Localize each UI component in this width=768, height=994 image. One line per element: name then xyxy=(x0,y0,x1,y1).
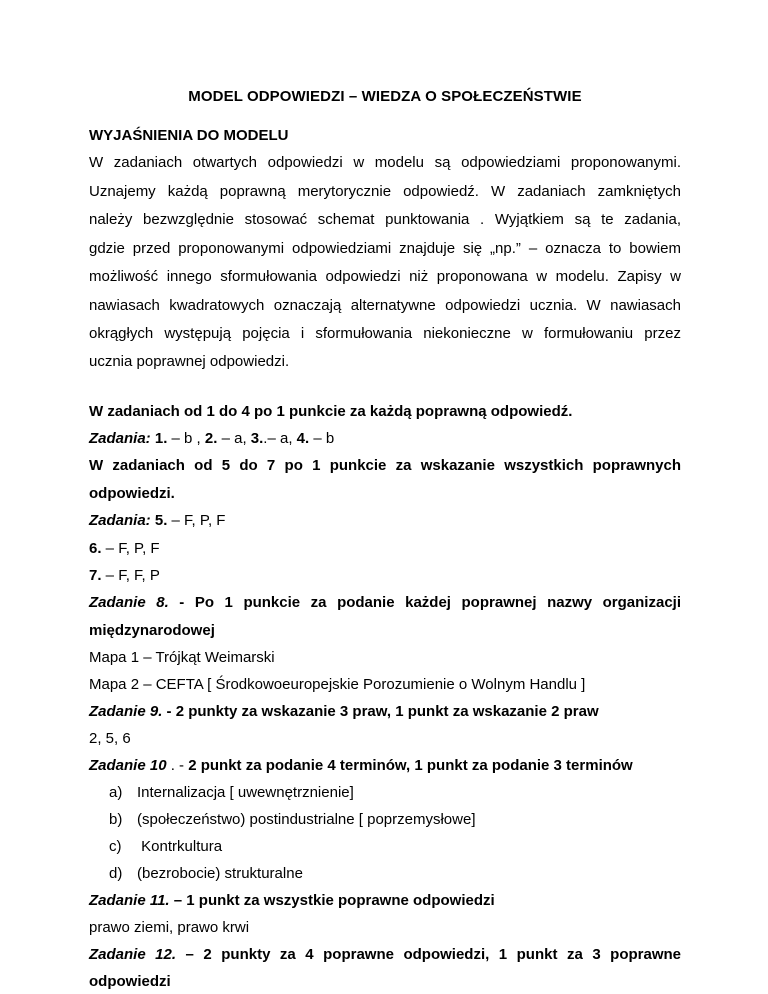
rule-tasks-5-7-cont: odpowiedzi. xyxy=(89,485,175,502)
tasks-label: Zadania: xyxy=(89,512,151,529)
task-rule: - 2 punkty za wskazanie 3 praw, 1 punkt za wskazanie 2 praw xyxy=(162,703,599,720)
answer-7 xyxy=(89,567,160,585)
task-answer: .– a, xyxy=(263,430,297,447)
explain-line-2: Uznajemy każdą poprawną merytorycznie odpowiedź. W zadaniach zamkniętych xyxy=(89,183,681,200)
explain-line-4: gdzie przed proponowanymi odpowiedziami znajduje się „np.” – oznacza to bowiem xyxy=(89,240,681,257)
explain-line-3: należy bezwzględnie stosować schemat punktowania . Wyjątkiem są te zadania, xyxy=(89,211,681,228)
task-answer: – a, xyxy=(217,430,251,447)
task-9-rule xyxy=(89,703,599,721)
task-number: 2. xyxy=(204,430,218,447)
explain-line-6: nawiasach kwadratowych oznaczają alternatywne odpowiedzi ucznia. W nawiasach xyxy=(89,297,681,314)
explain-heading: WYJAŚNIENIA DO MODELU xyxy=(89,127,289,144)
list-marker: d) xyxy=(109,865,123,882)
task-answer: – F, P, F xyxy=(101,540,160,557)
task-12-rule-cont: odpowiedzi xyxy=(89,973,171,990)
task-9-answer: 2, 5, 6 xyxy=(89,730,131,747)
task-8-rule-cont: międzynarodowej xyxy=(89,622,215,639)
task-label: Zadanie 9. xyxy=(89,703,163,720)
explain-line-1: W zadaniach otwartych odpowiedzi w modelu są odpowiedziami proponowanymi. xyxy=(89,154,681,171)
explain-line-5: możliwość innego sformułowania odpowiedzi niż proponowana w modelu. Zapisy w xyxy=(89,268,681,285)
task-answer: – F, F, P xyxy=(101,567,160,584)
list-item xyxy=(109,811,476,829)
list-item xyxy=(109,838,222,856)
list-marker: a) xyxy=(109,784,123,801)
rule-tasks-5-7: W zadaniach od 5 do 7 po 1 punkcie za wskazanie wszystkich poprawnych xyxy=(89,457,681,474)
tasks-label: Zadania: xyxy=(89,430,151,447)
task-answer: – b xyxy=(309,430,335,447)
task-number: 5. xyxy=(154,512,168,529)
list-item xyxy=(109,784,354,802)
task-rule: 2 punkt za podanie 4 terminów, 1 punkt za podanie 3 terminów xyxy=(188,757,633,774)
task-11-rule xyxy=(89,892,495,910)
separator: . - xyxy=(166,757,189,774)
task-number: 1. xyxy=(154,430,168,447)
task-12-rule xyxy=(89,946,681,964)
list-item xyxy=(109,865,303,883)
task-rule: – 2 punkty za 4 poprawne odpowiedzi, 1 punkt za 3 poprawne xyxy=(176,946,682,963)
answer-5 xyxy=(89,512,225,530)
task-number: 6. xyxy=(89,540,102,557)
list-text: (bezrobocie) strukturalne xyxy=(137,865,303,882)
task-number: 4. xyxy=(296,430,310,447)
task-answer: – b , xyxy=(167,430,205,447)
list-marker: c) xyxy=(109,838,122,855)
task-11-answer: prawo ziemi, prawo krwi xyxy=(89,919,250,936)
explain-line-8: ucznia poprawnej odpowiedzi. xyxy=(89,353,290,370)
task-rule: - Po 1 punkcie za podanie każdej poprawnej nazwy organizacji xyxy=(168,594,681,611)
page-title: MODEL ODPOWIEDZI – WIEDZA O SPOŁECZEŃSTWIE xyxy=(188,88,582,105)
explain-line-7: okrągłych występują pojęcia i sformułowania niekonieczne w formułowaniu przez xyxy=(89,325,681,342)
task-label: Zadanie 11. xyxy=(89,892,170,909)
task-label: Zadanie 10 xyxy=(89,757,167,774)
task-answer: – F, P, F xyxy=(167,512,226,529)
task-label: Zadanie 12. xyxy=(89,946,177,963)
answer-6 xyxy=(89,540,160,558)
list-text: Internalizacja [ uwewnętrznienie] xyxy=(137,784,354,801)
list-text: Kontrkultura xyxy=(137,838,223,855)
list-text: (społeczeństwo) postindustrialne [ poprzemysłowe] xyxy=(137,811,476,828)
answers-1-4 xyxy=(89,430,334,448)
task-8-map-1: Mapa 1 – Trójkąt Weimarski xyxy=(89,649,275,666)
task-number: 7. xyxy=(89,567,102,584)
task-10-rule xyxy=(89,757,633,775)
rule-tasks-1-4: W zadaniach od 1 do 4 po 1 punkcie za każdą poprawną odpowiedź. xyxy=(89,403,573,420)
task-number: 3. xyxy=(250,430,264,447)
task-8-rule xyxy=(89,594,681,612)
list-marker: b) xyxy=(109,811,123,828)
task-rule: – 1 punkt za wszystkie poprawne odpowiedzi xyxy=(169,892,495,909)
task-8-map-2: Mapa 2 – CEFTA [ Środkowoeuropejskie Porozumienie o Wolnym Handlu ] xyxy=(89,676,586,693)
task-label: Zadanie 8. xyxy=(89,594,169,611)
